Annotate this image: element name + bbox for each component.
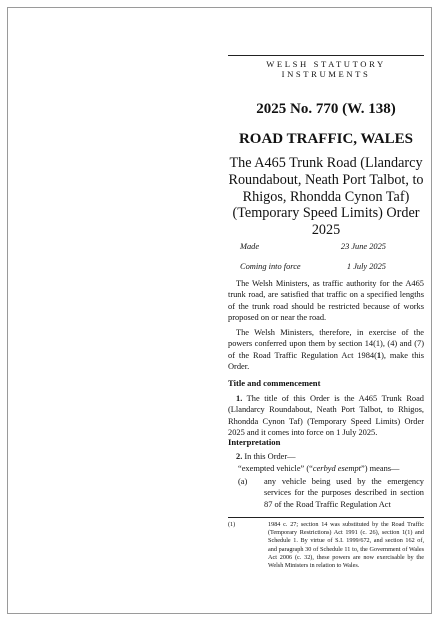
series-line-2: INSTRUMENTS (281, 69, 371, 79)
dates-block (240, 242, 386, 282)
section-heading-interpretation: Interpretation (228, 437, 281, 447)
article-2 (228, 451, 424, 462)
made-row (240, 242, 386, 262)
instrument-subject: ROAD TRAFFIC, WALES (238, 131, 414, 147)
article-1-text: The title of this Order is the A465 Trunk Road (Llandarcy Roundabout, Neath Port Talbot, to Rhigos, Rhondda Cynon Taf) (Temporary Speed Limits) Order 2025 and it comes into force on 1 July 2025. (228, 394, 424, 438)
article-1-number: 1. (236, 394, 243, 403)
instrument-title: The A465 Trunk Road (Llandarcy Roundabout, Neath Port Talbot, to Rhigos, Rhondda Cynon Taf) (Temporary Speed Limits) Order 2025 (228, 155, 424, 239)
series-header (228, 59, 424, 79)
item-a-text: any vehicle being used by the emergency services for the purposes described in section 87 of the Road Traffic Regulation Act (264, 477, 424, 509)
section-heading-title-commencement: Title and commencement (228, 378, 321, 388)
definition-exempted-vehicle (238, 463, 424, 474)
footnote-text: 1984 c. 27; section 14 was substituted by the Road Traffic (Temporary Restrictions) Act 1991 (c. 26), section 1(1) and Schedule 1. By virtue of S.I. 1999/672, and section 162 of, and paragraph 30 of Schedule 11 to, the Government of Wales Act 2006 (c. 32), these powers are now exercisable by the Welsh Ministers in relation to Wales. (268, 521, 424, 570)
item-a-label: (a) (238, 477, 248, 486)
article-2-number: 2. (236, 452, 243, 461)
definition-term-start: “exempted vehicle” (“ (238, 464, 313, 473)
article-2-text: In this Order— (242, 452, 296, 461)
definition-term-end: ”) means— (361, 464, 400, 473)
made-date: 23 June 2025 (340, 242, 386, 251)
made-label: Made (240, 242, 260, 251)
preamble-paragraph-1: The Welsh Ministers, as traffic authority for the A465 trunk road, are satisfied that traffic on a specified lengths of the trunk road should be restricted because of works proposed on or near the road. (228, 279, 424, 323)
series-line-1: WELSH STATUTORY (266, 59, 386, 69)
instrument-number: 2025 No. 770 (W. 138) (256, 101, 396, 117)
preamble-2-start: The Welsh Ministers, therefore, in exercise of the powers conferred upon them by section 14(1), (4) and (7) of the Road Traffic Regulation Act 1984( (228, 328, 424, 360)
in-force-date: 1 July 2025 (346, 262, 386, 271)
preamble-paragraph-2 (228, 327, 424, 373)
article-1 (228, 393, 424, 439)
header-rule (228, 55, 424, 56)
footnote-rule (228, 517, 424, 518)
footnote-marker: (1) (228, 521, 236, 528)
footnote-reference[interactable]: 1 (376, 350, 382, 360)
preamble-2-end: ), make this Order. (228, 350, 425, 372)
definition-welsh-term: cerbyd esempt (312, 464, 362, 473)
in-force-label: Coming into force (240, 262, 301, 271)
